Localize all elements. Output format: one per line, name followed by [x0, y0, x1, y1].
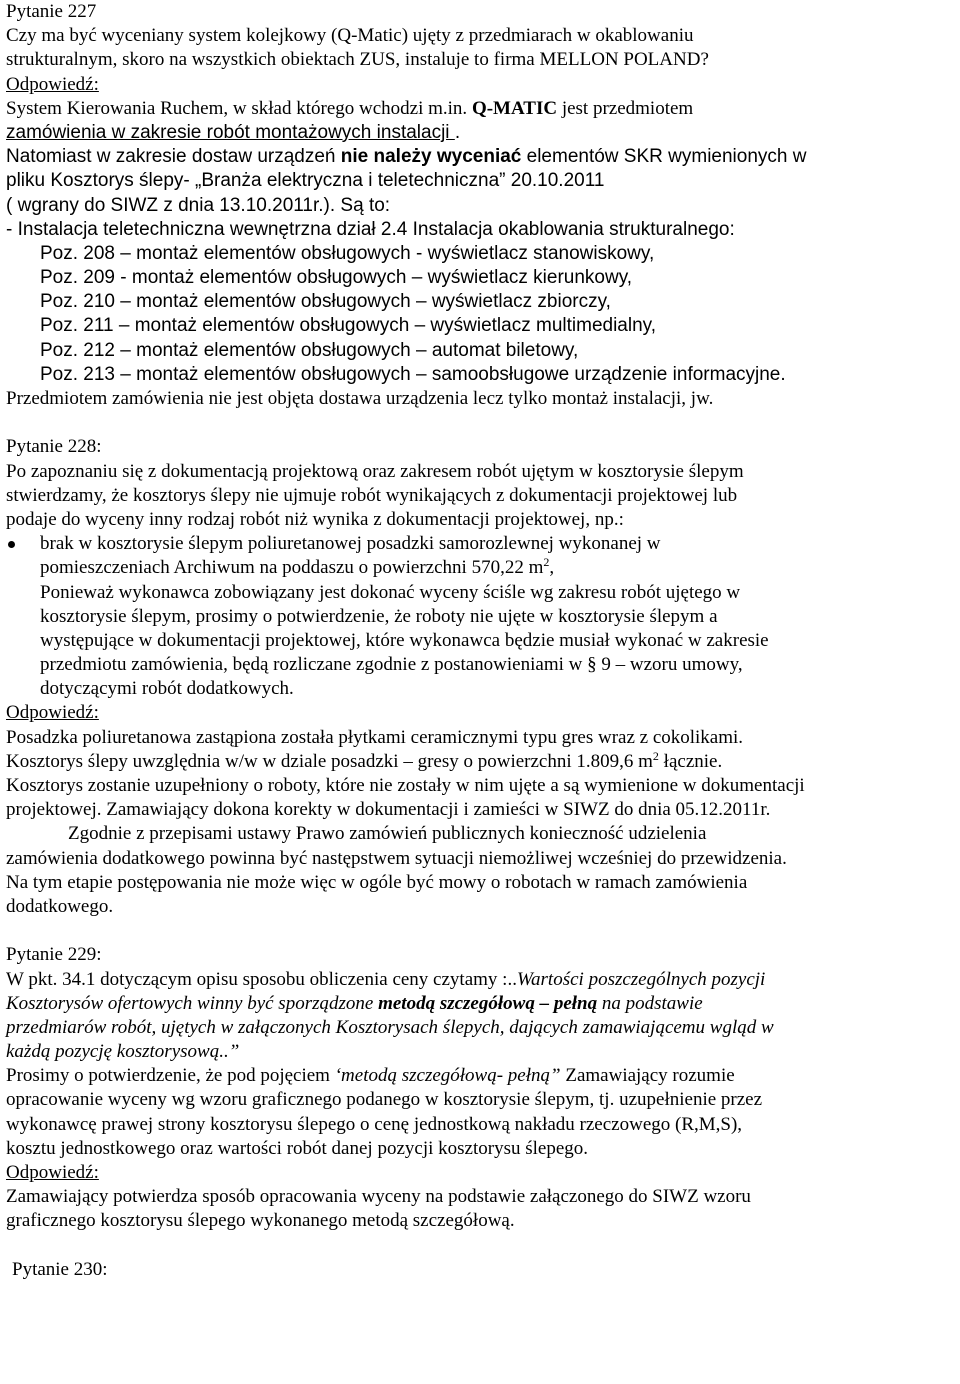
- question-fragment: Zamawiający rozumie: [560, 1065, 735, 1087]
- answer-text: [6, 121, 960, 145]
- question-text: [6, 968, 960, 992]
- question-fragment: Prosimy o potwierdzenie, że pod pojęciem: [6, 1065, 335, 1087]
- spacer: [6, 1234, 960, 1258]
- spacer: [6, 919, 960, 943]
- answer-text: pliku Kosztorys ślepy- „Branża elektryczna i teletechniczna” 20.10.2011: [6, 170, 605, 192]
- answer-fragment: łącznie.: [658, 750, 723, 772]
- answer-text: graficznego kosztorysu ślepego wykonanego metodą szczegółową.: [6, 1210, 515, 1232]
- answer-text: Zamawiający potwierdza sposób opracowania wyceny na podstawie załączonego do SIWZ wzoru: [6, 1186, 751, 1208]
- question-229: [6, 943, 960, 1233]
- bullet-icon: [8, 541, 15, 548]
- bullet-fragment: ,: [549, 557, 555, 579]
- answer-text: [6, 97, 960, 121]
- question-title: Pytanie 227: [6, 1, 97, 22]
- position-item: Poz. 213 – montaż elementów obsługowych – samoobsługowe urządzenie informacyjne.: [40, 363, 786, 385]
- bold-italic-fragment: metodą szczegółową – pełną: [378, 992, 598, 1014]
- position-item: Poz. 212 – montaż elementów obsługowych – automat biletowy,: [40, 339, 579, 361]
- position-item: Poz. 210 – montaż elementów obsługowych – wyświetlacz zbiorczy,: [40, 291, 611, 313]
- bullet-text: brak w kosztorysie ślepym poliuretanowej posadzki samorozlewnej wykonanej w: [40, 533, 661, 555]
- answer-label: Odpowiedź:: [6, 702, 99, 724]
- italic-fragment: Wartości poszczególnych pozycji: [516, 968, 766, 990]
- superscript: 2: [543, 555, 550, 570]
- question-text: [6, 992, 960, 1016]
- question-text: opracowanie wyceny wg wzoru graficznego podanego w kosztorysie ślepym, tj. uzupełnienie przez: [6, 1089, 763, 1111]
- question-227: [6, 0, 960, 411]
- answer-text: - Instalacja teletechniczna wewnętrzna dział 2.4 Instalacja okablowania strukturalnego:: [6, 218, 735, 240]
- answer-text: projektowej. Zamawiający dokona korekty w dokumentacji i zamieści w SIWZ do dnia 05.12.2011r.: [6, 799, 771, 821]
- bullet-text: występujące w dokumentacji projektowej, które wykonawca będzie musiał wykonać w zakresie: [40, 629, 769, 651]
- answer-text: Przedmiotem zamówienia nie jest objęta dostawa urządzenia lecz tylko montaż instalacji, jw.: [6, 388, 714, 409]
- answer-fragment: elementów SKR wymienionych w: [521, 146, 807, 168]
- answer-fragment: System Kierowania Ruchem, w skład którego wchodzi m.in.: [6, 97, 472, 119]
- question-230: [6, 1258, 960, 1282]
- bold-term: nie należy wyceniać: [340, 146, 522, 168]
- question-text: strukturalnym, skoro na wszystkich obiektach ZUS, instaluje to firma MELLON POLAND?: [6, 49, 709, 71]
- bold-term: Q-MATIC: [471, 97, 558, 119]
- bullet-text: dotyczącymi robót dodatkowych.: [40, 678, 294, 700]
- underlined-fragment: zamówienia w zakresie robót montażowych instalacji: [6, 121, 455, 143]
- answer-text: [6, 750, 960, 774]
- answer-fragment: .: [454, 121, 461, 143]
- question-228: [6, 435, 960, 919]
- position-item: Poz. 209 - montaż elementów obsługowych – wyświetlacz kierunkowy,: [40, 267, 633, 289]
- answer-fragment: jest przedmiotem: [557, 97, 694, 119]
- question-text: wykonawcę prawej strony kosztorysu ślepego o cenę jednostkową nakładu rzeczowego (R,M,S),: [6, 1113, 743, 1135]
- spacer: [6, 411, 960, 435]
- answer-text: zamówienia dodatkowego powinna być następstwem sytuacji niemożliwej wcześniej do przewidzenia.: [6, 847, 787, 869]
- answer-fragment: Natomiast w zakresie dostaw urządzeń: [6, 146, 341, 168]
- question-text: stwierdzamy, że kosztorys ślepy nie ujmuje robót wynikających z dokumentacji projektowej lub: [6, 484, 738, 506]
- italic-fragment: ‘metodą szczegółową- pełną”: [334, 1065, 561, 1087]
- question-text: kosztu jednostkowego oraz wartości robót danej pozycji kosztorysu ślepego.: [6, 1137, 588, 1159]
- answer-label: Odpowiedź:: [6, 73, 99, 95]
- answer-text: Zgodnie z przepisami ustawy Prawo zamówień publicznych konieczność udzielenia: [68, 823, 707, 845]
- answer-label: Odpowiedź:: [6, 1162, 99, 1183]
- answer-text: Kosztorys zostanie uzupełniony o roboty, które nie zostały w nim ujęte a są wymienione w dokumentacji: [6, 775, 805, 796]
- bullet-text: kosztorysie ślepym, prosimy o potwierdzenie, że roboty nie ujęte w kosztorysie ślepym a: [40, 605, 718, 627]
- position-item: Poz. 208 – montaż elementów obsługowych - wyświetlacz stanowiskowy,: [40, 242, 655, 264]
- question-text: podaje do wyceny inny rodzaj robót niż wynika z dokumentacji projektowej, np.:: [6, 508, 624, 530]
- question-text: [6, 1064, 960, 1088]
- bullet-text: [6, 556, 960, 580]
- answer-text: Posadzka poliuretanowa zastąpiona została płytkami ceramicznymi typu gres wraz z cokolikami.: [6, 726, 744, 748]
- question-title: Pytanie 229:: [6, 944, 102, 966]
- bullet-fragment: pomieszczeniach Archiwum na poddaszu o powierzchni 570,22 m: [40, 557, 544, 579]
- question-title: Pytanie 230:: [12, 1258, 108, 1280]
- bullet-text: przedmiotu zamówienia, będą rozliczane zgodnie z postanowieniami w § 9 – wzoru umowy,: [40, 654, 743, 676]
- answer-fragment: Kosztorys ślepy uwzględnia w/w w dziale posadzki – gresy o powierzchni 1.809,6 m: [6, 750, 653, 772]
- answer-text: Na tym etapie postępowania nie może więc w ogóle być mowy o robotach w ramach zamówienia: [6, 871, 748, 893]
- answer-text: [6, 145, 960, 169]
- bullet-item: [6, 532, 960, 556]
- question-title: Pytanie 228:: [6, 436, 102, 458]
- position-item: Poz. 211 – montaż elementów obsługowych – wyświetlacz multimedialny,: [40, 315, 657, 337]
- italic-fragment: na podstawie: [597, 992, 703, 1014]
- bullet-text: Ponieważ wykonawca zobowiązany jest dokonać wyceny ściśle wg zakresu robót ujętego w: [40, 581, 741, 603]
- question-text: przedmiarów robót, ujętych w załączonych Kosztorysach ślepych, dających zamawiającemu wgląd w: [6, 1016, 774, 1038]
- superscript: 2: [652, 748, 659, 763]
- question-text: Czy ma być wyceniany system kolejkowy (Q-Matic) ujęty z przedmiarach w okablowaniu: [6, 25, 694, 47]
- answer-text: dodatkowego.: [6, 895, 114, 917]
- question-text: każdą pozycję kosztorysową..”: [6, 1041, 240, 1063]
- question-text: Po zapoznaniu się z dokumentacją projektową oraz zakresem robót ujętym w kosztorysie ślepym: [6, 460, 744, 482]
- question-fragment: W pkt. 34.1 dotyczącym opisu sposobu obliczenia ceny czytamy :..: [6, 968, 517, 990]
- answer-text: ( wgrany do SIWZ z dnia 13.10.2011r.). Są to:: [6, 194, 391, 216]
- italic-fragment: Kosztorysów ofertowych winny być sporządzone: [6, 992, 379, 1014]
